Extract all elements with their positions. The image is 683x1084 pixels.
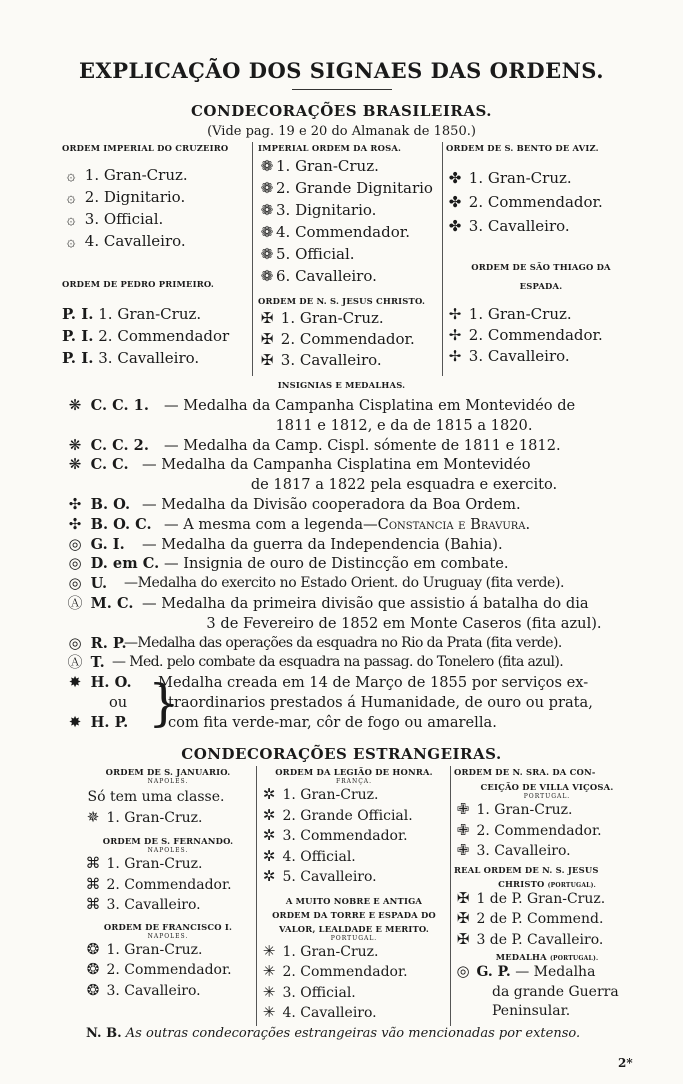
- ordem-header: ORDEM DA TORRE E ESPADA DO: [272, 909, 436, 920]
- insignia-text: —Medalha das operações da esquadra no Rio da Prata (fita verde).: [124, 634, 562, 651]
- list-item: 2. Grande Official.: [282, 807, 413, 824]
- ordem-header: ORDEM DA LEGIÃO DE HONRA.: [275, 767, 433, 777]
- insignia-text: — Medalha: [515, 964, 596, 980]
- insignia-text: de 1817 a 1822 pela esquadra e exercito.: [250, 476, 558, 494]
- rosa-icon: ❁: [260, 245, 274, 263]
- insignia-text: —Medalha do exercito no Estado Orient. do Uruguay (fita verde).: [124, 575, 565, 592]
- insignia-entry: [64, 574, 644, 594]
- ordem-header: A MUITO NOBRE E ANTIGA: [285, 895, 423, 906]
- insignia-code: G. I.: [90, 535, 125, 553]
- ordem-header: REAL ORDEM DE N. S. JESUS: [454, 864, 599, 875]
- insignia-entry-ho-hp: [64, 673, 644, 732]
- footnote-text: As outras condecorações estrangeiras vão mencionadas por extenso.: [125, 1026, 581, 1041]
- foreign-col-2: [260, 767, 448, 1024]
- medal-ring-icon: ◎: [456, 962, 470, 980]
- insignia-text: — Medalha da Divisão cooperadora da Boa Ordem.: [142, 495, 521, 513]
- list-item: 3 de P. Cavalleiro.: [476, 931, 604, 948]
- insignia-code: D. em C.: [90, 555, 160, 573]
- honra-star-icon: ✲: [262, 867, 276, 885]
- insignia-text: com fita verde-mar, côr de fogo ou amarella.: [168, 713, 497, 731]
- medal-star-icon: ✸: [68, 713, 82, 732]
- ordem-header: VALOR, LEALDADE E MERITO.: [278, 923, 430, 934]
- aviz-icon: ✤: [448, 193, 462, 211]
- cruzeiro-icon: ۞: [66, 232, 76, 250]
- list-item: 3. Cavalleiro.: [468, 347, 570, 365]
- insignia-text: 3 de Fevereiro de 1852 em Monte Caseros (fita azul).: [206, 614, 602, 632]
- insignia-or: ou: [109, 694, 128, 712]
- torre-star-icon: ✳: [262, 941, 276, 960]
- ordem-header: ORDEM DE PEDRO PRIMEIRO.: [62, 279, 214, 289]
- medal-ring-icon: ◎: [68, 534, 82, 553]
- list-item: 2. Commendador.: [476, 822, 602, 839]
- list-item: 3. Official.: [84, 210, 164, 228]
- ordem-header: MEDALHA: [495, 952, 547, 962]
- footnote: [86, 1026, 580, 1041]
- cristo-cross-icon: ✠: [260, 309, 274, 327]
- ordem-header: ESPADA.: [519, 281, 563, 291]
- vicosa-cross-icon: ✙: [456, 820, 470, 839]
- insignia-entry: [64, 594, 644, 634]
- list-item: 1. Gran-Cruz.: [276, 157, 379, 175]
- ordem-header: ORDEM DE FRANCISCO I.: [103, 921, 233, 932]
- aviz-icon: ✤: [448, 217, 462, 235]
- fernando-cross-icon: ⌘: [85, 854, 101, 872]
- medal-circled-a-icon: Ⓐ: [67, 593, 83, 612]
- list-item: 1. Gran-Cruz.: [106, 941, 203, 958]
- country-label: PORTUGAL.: [523, 793, 571, 800]
- vicosa-cross-icon: ✙: [456, 841, 470, 859]
- list-item: 3. Cavalleiro.: [98, 349, 200, 367]
- rosa-icon: ❁: [260, 157, 274, 175]
- ordem-header: CHRISTO: [498, 878, 545, 889]
- insignia-text: — Medalha da Campanha Cisplatina em Montevidéo de: [164, 397, 576, 414]
- country-label: PORTUGAL.: [330, 934, 378, 942]
- honra-star-icon: ✲: [262, 846, 276, 865]
- torre-star-icon: ✳: [262, 982, 276, 1001]
- ordem-aviz: [446, 143, 636, 238]
- ordem-header: ORDEM DE S. JANUARIO.: [105, 767, 231, 777]
- list-item: 3. Cavalleiro.: [106, 897, 201, 913]
- insignia-entry: [64, 634, 644, 654]
- fernando-cross-icon: ⌘: [85, 874, 101, 893]
- class-note: Só tem uma classe.: [87, 789, 225, 805]
- list-item: 6. Cavalleiro.: [276, 267, 377, 285]
- list-item: 3. Dignitario.: [276, 201, 377, 219]
- ordem-rosa: [258, 143, 440, 287]
- country-label: NAPOLES.: [147, 847, 189, 854]
- insignia-text: — Insignia de ouro de Distincção em combate.: [164, 555, 509, 573]
- list-item: 2. Commendador: [98, 327, 230, 345]
- cristo-cross-icon: ✠: [260, 351, 274, 369]
- divider-line: [442, 142, 443, 376]
- medal-star-icon: ❋: [68, 396, 82, 414]
- insignia-text: — Medalha da guerra da Independencia (Bahia).: [142, 535, 503, 553]
- insignia-text: — Med. pelo combate da esquadra na passag. do Tonelero (fita azul).: [112, 654, 564, 671]
- rosa-icon: ❁: [260, 179, 274, 197]
- insignia-text: Medalha creada em 14 de Março de 1855 por serviços ex-: [158, 674, 589, 692]
- list-item: 2. Commendador.: [282, 964, 408, 980]
- insignia-text: — Medalha da primeira divisão que assistio á batalha do dia: [142, 594, 589, 612]
- list-item: 3. Cavalleiro.: [280, 351, 382, 369]
- insignia-code: H. O.: [90, 674, 132, 692]
- country-label: FRANÇA.: [335, 778, 373, 785]
- list-item: 2. Commendador.: [468, 326, 603, 344]
- list-item: 1. Gran-Cruz.: [468, 305, 572, 323]
- torre-star-icon: ✳: [262, 962, 276, 980]
- foreign-col-1: [84, 767, 252, 1001]
- order-code: P. I.: [62, 349, 94, 367]
- brace-icon: }: [148, 674, 180, 733]
- list-item: 1. Gran-Cruz.: [282, 943, 379, 960]
- divider-line: [450, 766, 451, 1026]
- country-label: NAPOLES.: [147, 778, 189, 785]
- ordem-header: CEIÇÃO DE VILLA VIÇOSA.: [480, 782, 614, 792]
- page-number: 2*: [618, 1056, 633, 1070]
- cruzeiro-icon: ۞: [66, 188, 76, 206]
- list-item: 2. Commendador.: [468, 193, 603, 211]
- insignia-entry: [64, 455, 644, 495]
- medal-circled-a-icon: Ⓐ: [67, 653, 83, 672]
- santiago-cross-icon: ✢: [448, 347, 462, 365]
- country-label: NAPOLES.: [147, 932, 189, 940]
- ordem-sao-thiago: [446, 262, 636, 367]
- insignia-entry: [64, 396, 644, 436]
- divider-line: [252, 142, 253, 376]
- insignias-heading: INSIGNIAS E MEDALHAS.: [277, 380, 406, 390]
- insignia-text: traordinarios prestados á Humanidade, de ouro ou prata,: [168, 693, 593, 711]
- ordem-header: ORDEM DE N. S. JESUS CHRISTO.: [258, 296, 426, 306]
- santiago-cross-icon: ✢: [448, 305, 462, 323]
- insignia-entry: [64, 515, 644, 535]
- medal-cross-icon: ✣: [68, 494, 82, 513]
- list-item: 2 de P. Commend.: [476, 911, 604, 927]
- country-label: (PORTUGAL).: [549, 955, 599, 962]
- insignia-entry: [64, 554, 644, 574]
- list-item: 1. Gran-Cruz.: [282, 787, 379, 803]
- list-item: 1. Gran-Cruz.: [106, 809, 203, 826]
- cruzeiro-icon: ۞: [66, 210, 76, 228]
- insignia-text: da grande Guerra: [492, 983, 619, 1000]
- title-rule: [292, 89, 392, 90]
- cristo-cross-icon: ✠: [260, 330, 274, 348]
- ordem-header: ORDEM DE S. FERNANDO.: [102, 836, 234, 846]
- list-item: 1. Gran-Cruz.: [280, 309, 384, 327]
- francisco-medal-icon: ❂: [86, 980, 100, 999]
- list-item: 4. Cavalleiro.: [282, 1005, 377, 1021]
- insignia-code: R. P.: [90, 634, 127, 652]
- insignia-legend: Constancia e Bravura.: [377, 515, 531, 533]
- vide-note: (Vide pag. 19 e 20 do Almanak de 1850.): [207, 124, 476, 139]
- insignia-text: — Medalha da Camp. Cispl. sómente de 1811 e 1812.: [164, 436, 561, 454]
- insignia-code: U.: [90, 575, 108, 593]
- ordem-header: ORDEM DE S. BENTO DE AVIZ.: [446, 143, 599, 153]
- ordem-header: IMPERIAL ORDEM DA ROSA.: [258, 143, 402, 153]
- insignia-text: Peninsular.: [492, 1003, 571, 1019]
- list-item: 4. Commendador.: [276, 223, 411, 241]
- list-item: 1. Gran-Cruz.: [468, 169, 572, 187]
- list-item: 3. Cavalleiro.: [468, 217, 570, 235]
- insignia-entry: [64, 535, 644, 555]
- santiago-cross-icon: ✢: [448, 326, 462, 344]
- list-item: 5. Cavalleiro.: [282, 869, 377, 885]
- list-item: 2. Commendador.: [280, 330, 415, 348]
- order-code: P. I.: [62, 327, 94, 345]
- insignia-code: H. P.: [90, 714, 129, 732]
- insignia-code: B. O.: [90, 495, 131, 513]
- honra-star-icon: ✲: [262, 805, 276, 824]
- divider-line: [256, 766, 257, 1026]
- medal-star-icon: ❋: [68, 435, 82, 454]
- country-label: (PORTUGAL).: [547, 881, 596, 889]
- list-item: 2. Grande Dignitario: [276, 179, 433, 197]
- rosa-icon: ❁: [260, 223, 274, 241]
- cristo-cross-icon: ✠: [456, 929, 470, 948]
- list-item: 3. Cavalleiro.: [106, 982, 201, 999]
- ordem-jesus-christo: [258, 296, 440, 371]
- insignia-code: T.: [90, 654, 105, 672]
- page-title: EXPLICAÇÃO DOS SIGNAES DAS ORDENS.: [78, 58, 605, 83]
- insignia-text: — Medalha da Campanha Cisplatina em Montevidéo: [142, 456, 531, 474]
- estrangeiras-heading: CONDECORAÇÕES ESTRANGEIRAS.: [181, 745, 502, 763]
- insignias-list: [64, 396, 644, 733]
- medal-cross-icon: ✣: [68, 514, 82, 533]
- ordem-cruzeiro: [62, 143, 250, 252]
- list-item: 3. Cavalleiro.: [476, 843, 571, 859]
- torre-star-icon: ✳: [262, 1003, 276, 1021]
- insignia-code: B. O. C.: [90, 515, 152, 533]
- ordem-header: ORDEM IMPERIAL DO CRUZEIRO: [62, 143, 229, 153]
- insignia-text: 1811 e 1812, e da de 1815 a 1820.: [275, 416, 533, 434]
- insignia-code: M. C.: [90, 594, 134, 612]
- francisco-medal-icon: ❂: [86, 939, 100, 958]
- list-item: 2. Dignitario.: [84, 188, 186, 206]
- cristo-cross-icon: ✠: [456, 888, 470, 907]
- cruzeiro-icon: ۞: [66, 166, 76, 184]
- list-item: 3. Commendador.: [282, 828, 408, 844]
- cristo-cross-icon: ✠: [456, 909, 470, 927]
- insignia-entry: [64, 436, 644, 456]
- vicosa-cross-icon: ✙: [456, 800, 470, 818]
- list-item: 5. Official.: [276, 245, 355, 263]
- medal-ring-icon: ◎: [68, 633, 82, 652]
- list-item: 1. Gran-Cruz.: [98, 305, 202, 323]
- honra-star-icon: ✲: [262, 826, 276, 844]
- list-item: 1 de P. Gran-Cruz.: [476, 890, 606, 907]
- list-item: 1. Gran-Cruz.: [476, 802, 573, 818]
- ordem-pedro-primeiro: [62, 279, 250, 369]
- brasileiras-heading: CONDECORAÇÕES BRASILEIRAS.: [190, 102, 492, 120]
- honra-star-icon: ✲: [262, 785, 276, 803]
- insignia-text: — A mesma com a legenda—: [164, 515, 378, 533]
- fernando-cross-icon: ⌘: [85, 895, 101, 913]
- insignia-code: C. C. 1.: [90, 397, 149, 414]
- medal-ring-icon: ◎: [68, 554, 82, 573]
- aviz-icon: ✤: [448, 169, 462, 187]
- list-item: 4. Official.: [282, 848, 356, 865]
- footnote-label: N. B.: [86, 1026, 122, 1041]
- insignia-entry: [64, 495, 644, 515]
- januario-star-icon: ✵: [86, 807, 100, 826]
- ordem-header: ORDEM DE N. SRA. DA CON-: [454, 767, 596, 777]
- rosa-icon: ❁: [260, 267, 274, 285]
- list-item: 4. Cavalleiro.: [84, 232, 186, 250]
- insignia-code: C. C.: [90, 456, 129, 474]
- list-item: 2. Commendador.: [106, 962, 232, 978]
- ordem-header: ORDEM DE SÃO THIAGO DA: [471, 262, 611, 272]
- francisco-medal-icon: ❂: [86, 960, 100, 978]
- foreign-col-3: [454, 767, 640, 1022]
- list-item: 1. Gran-Cruz.: [84, 166, 188, 184]
- order-code: P. I.: [62, 305, 94, 323]
- list-item: 2. Commendador.: [106, 876, 232, 893]
- list-item: 3. Official.: [282, 984, 356, 1001]
- rosa-icon: ❁: [260, 201, 274, 219]
- insignia-code: C. C. 2.: [90, 436, 149, 454]
- medal-ring-icon: ◎: [68, 574, 82, 593]
- insignia-code: G. P.: [476, 964, 511, 980]
- insignia-entry: [64, 653, 644, 673]
- medal-star-icon: ❋: [68, 455, 82, 474]
- medal-star-icon: ✸: [68, 673, 82, 692]
- list-item: 1. Gran-Cruz.: [106, 856, 203, 872]
